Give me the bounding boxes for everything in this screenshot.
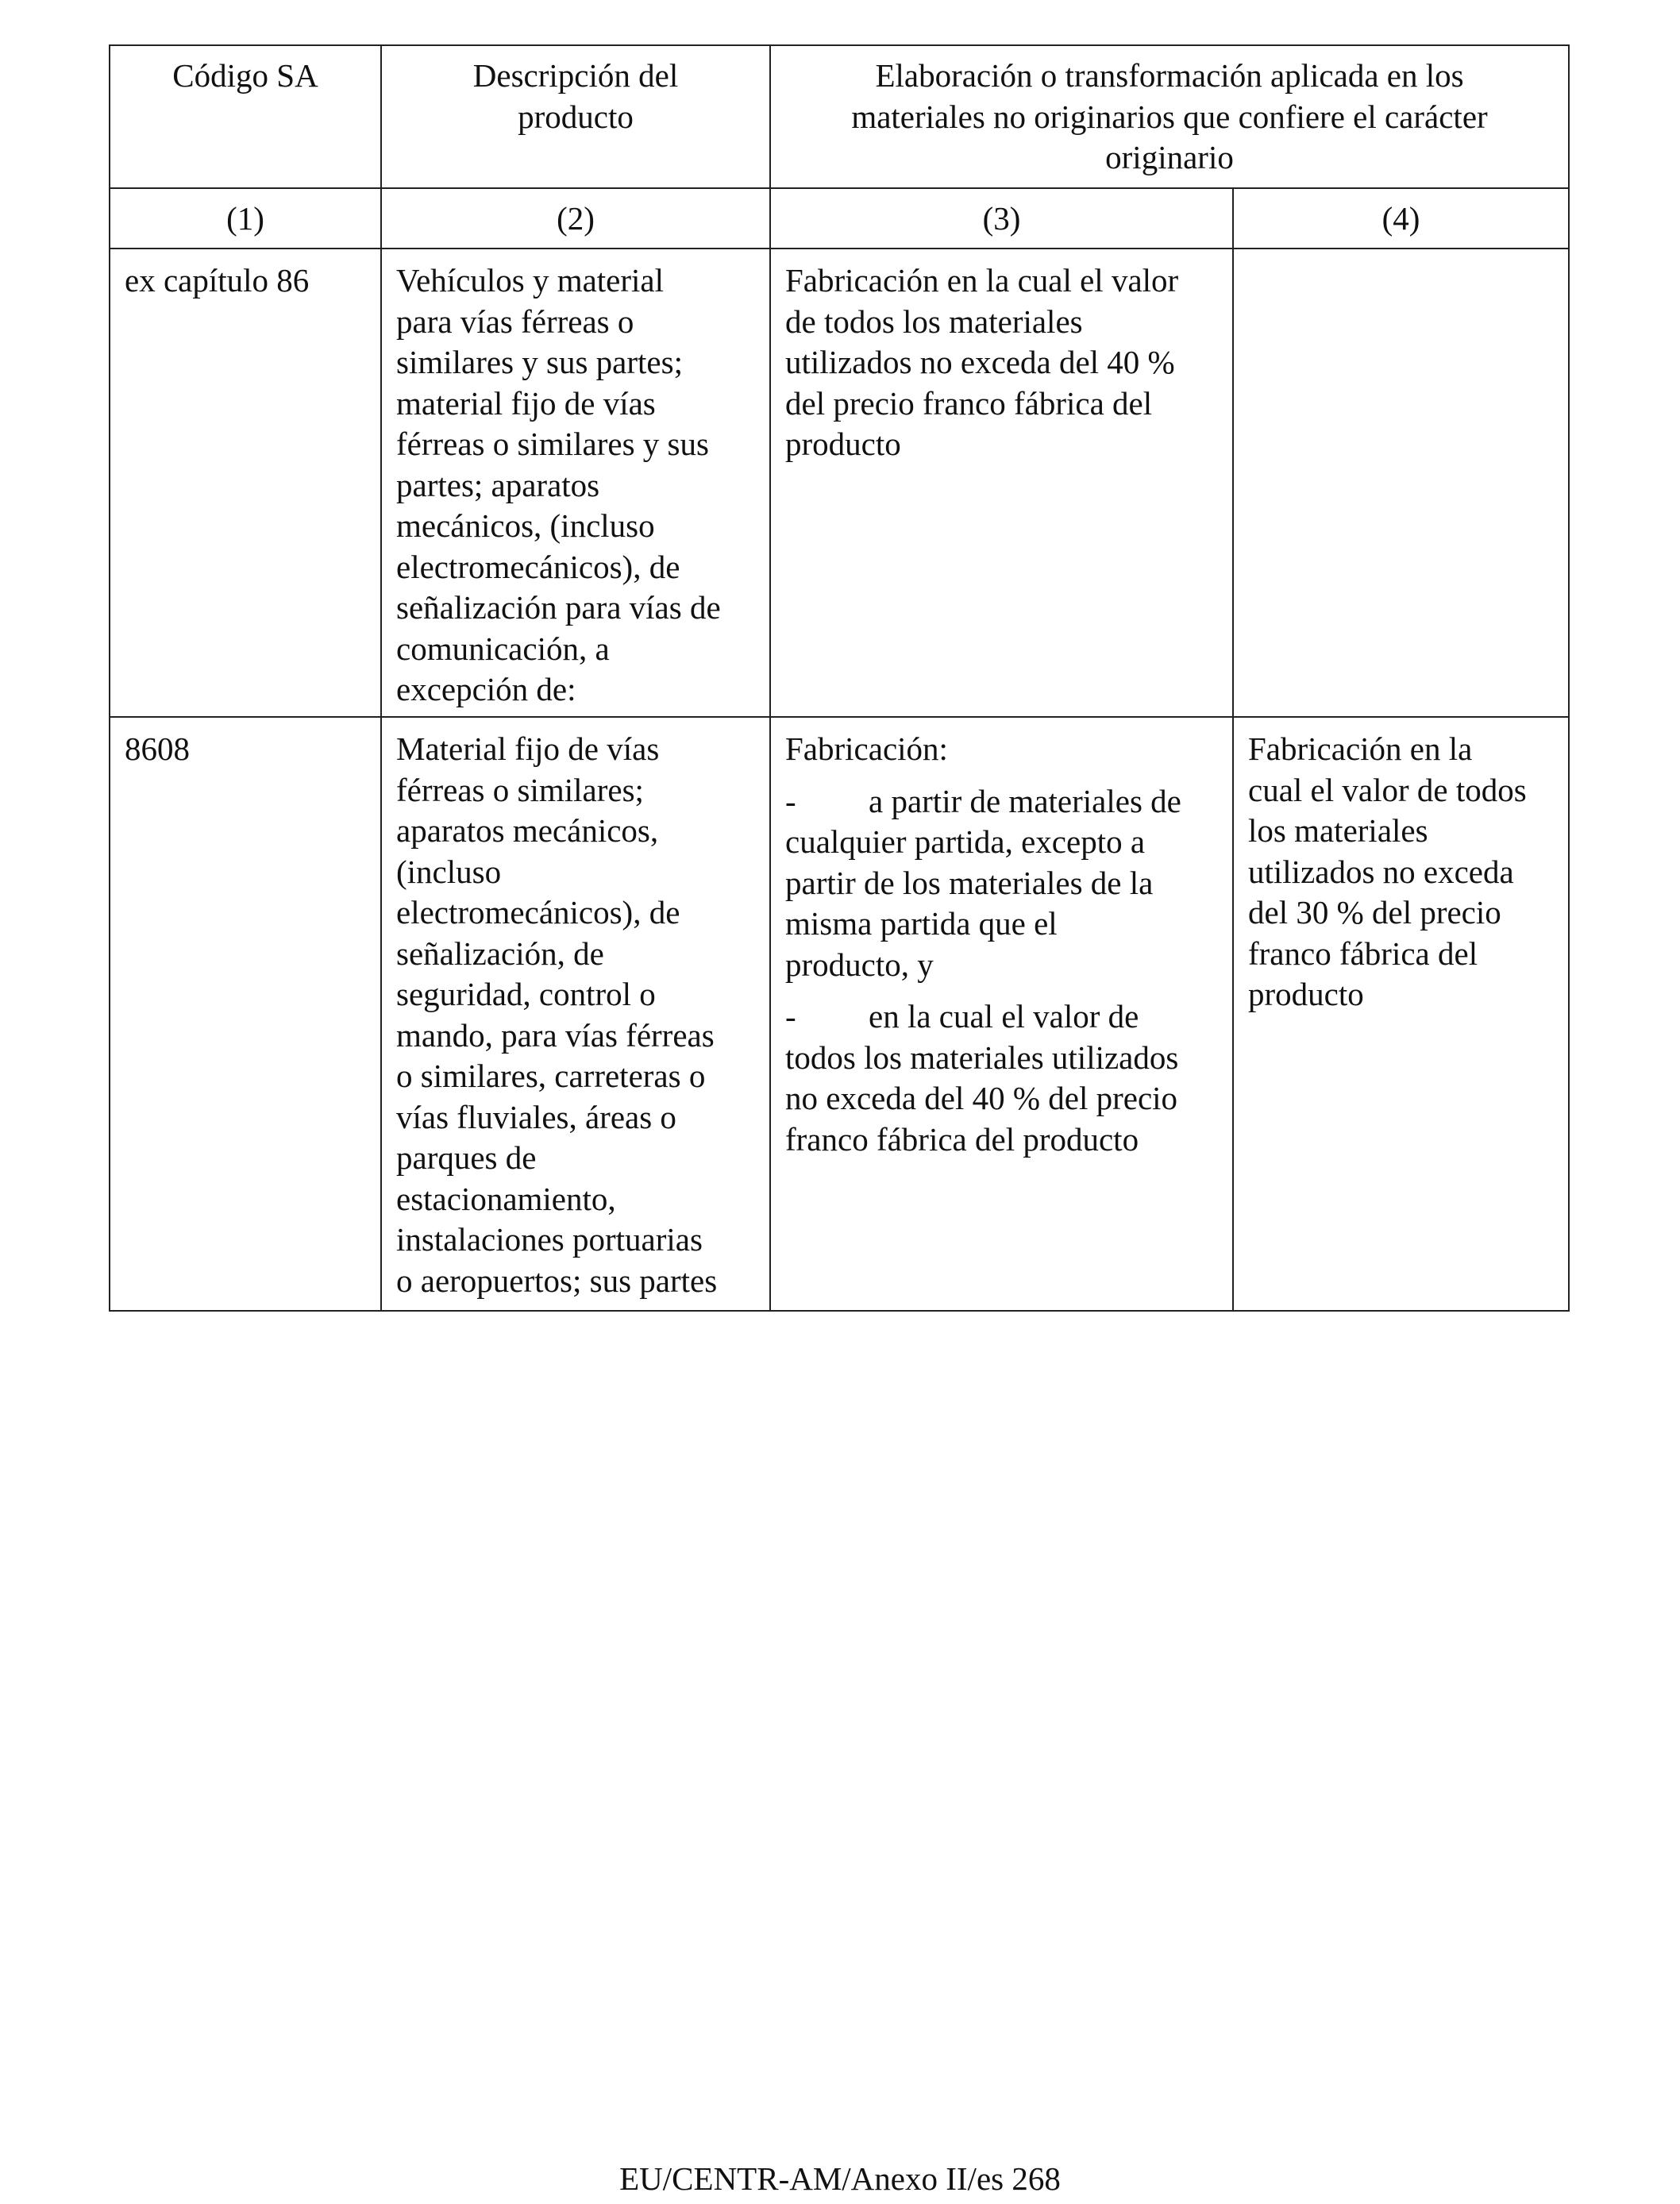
working-rule-item [785,996,1218,1160]
dash-bullet: - [785,782,796,819]
header-hs-code: Código SA [110,46,382,187]
row-hs-code: 8608 [110,718,382,1310]
working-rule-item-text: en la cual el valor de todos los materiales utilizados no exceda del 40 % del precio franco fábrica del producto [785,998,1179,1158]
dash-bullet: - [785,998,796,1035]
working-rule-intro: Fabricación: [785,730,948,767]
row-description: Vehículos y material para vías férreas o similares y sus partes; material fijo de vías férreas o similares y sus partes; aparatos mecánicos, (incluso electromecánicos), de señalización para vías de comunicación, a excepción de: [382,249,771,716]
table-row [110,249,1568,718]
working-rule-item-text: a partir de materiales de cualquier partida, excepto a partir de los materiales de la misma partida que el producto, y [785,782,1181,983]
page-footer-reference: EU/CENTR-AM/Anexo II/es 268 [619,2160,1061,2197]
row-alternative-rule [1234,249,1568,716]
row-description: Material fijo de vías férreas o similares; aparatos mecánicos, (incluso electromecánicos), de señalización, de seguridad, control o mando, para vías férreas o similares, carreteras o vías fluviales, áreas o parques de estacionamiento, instalaciones portuarias o aeropuertos; sus partes [382,718,771,1310]
header-product-description: Descripción del producto [382,46,771,187]
table-header-row [110,46,1568,189]
table-row [110,718,1568,1310]
row-working-rule [771,718,1234,1310]
column-number-row [110,189,1568,249]
column-number-2: (2) [382,189,771,248]
row-alternative-rule: Fabricación en la cual el valor de todos los materiales utilizados no exceda del 30 % del precio franco fábrica del producto [1248,730,1527,1012]
column-number-1: (1) [110,189,382,248]
header-working-processing: Elaboración o transformación aplicada en los materiales no originarios que confiere el carácter originario [851,57,1488,175]
column-number-4: (4) [1381,200,1420,237]
rules-of-origin-table [109,44,1570,1312]
column-number-3: (3) [771,189,1234,248]
row-hs-code: ex capítulo 86 [110,249,382,716]
working-rule-item [785,781,1218,986]
row-working-rule: Fabricación en la cual el valor de todos los materiales utilizados no exceda del 40 % del precio franco fábrica del producto [771,249,1234,716]
